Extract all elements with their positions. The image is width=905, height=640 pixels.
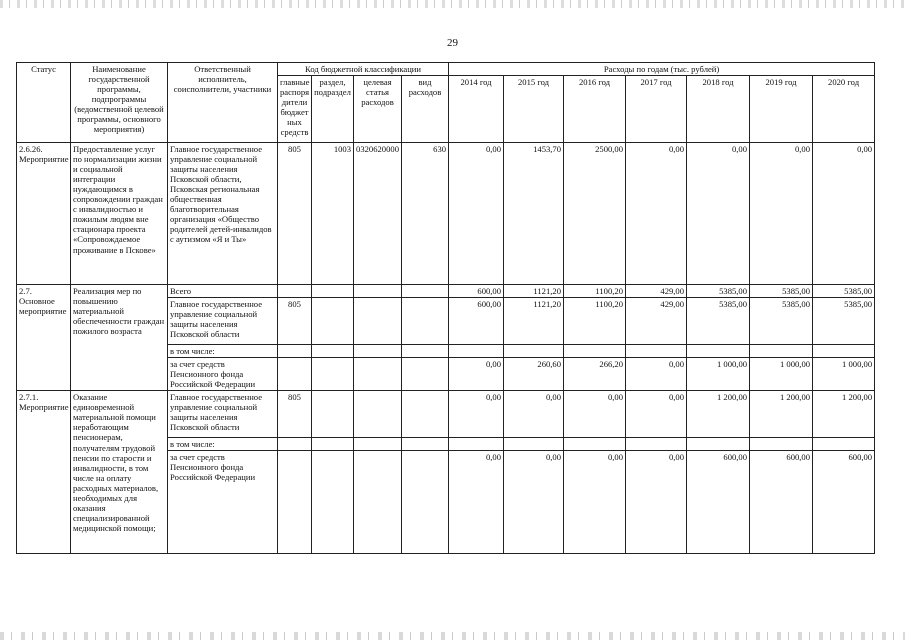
header-bk-vr: вид расходов bbox=[402, 76, 449, 143]
header-years-group: Расходы по годам (тыс. рублей) bbox=[449, 63, 875, 76]
cell-executor: Главное государственное управление социальной защиты населения Псковской области bbox=[168, 391, 278, 438]
cell-value: 5385,00 bbox=[750, 285, 813, 298]
header-bk-razdel: раздел, подраздел bbox=[312, 76, 354, 143]
header-year: 2018 год bbox=[687, 76, 750, 143]
table-row bbox=[17, 391, 875, 438]
cell-value: 5385,00 bbox=[687, 285, 750, 298]
cell-value: 0,00 bbox=[750, 143, 813, 285]
cell-value: 0,00 bbox=[626, 143, 687, 285]
cell-value: 600,00 bbox=[813, 451, 875, 554]
cell-value: 1121,20 bbox=[504, 298, 564, 345]
table-row bbox=[17, 143, 875, 285]
cell-razdel: 1003 bbox=[312, 143, 354, 285]
cell-value: 5385,00 bbox=[813, 298, 875, 345]
cell-value: 0,00 bbox=[626, 451, 687, 554]
cell-csr: 0320620000 bbox=[354, 143, 402, 285]
cell-name: Оказание единовременной материальной помощи неработающим пенсионерам, получателям трудовой пенсии по старости и инвалидности, в том числе на оплату расходных материалов, необходимых для оказания специализированной медицинской помощи; bbox=[71, 391, 168, 554]
cell-pfr-label: за счет средств Пенсионного фонда Российской Федерации bbox=[168, 358, 278, 391]
cell-value: 266,20 bbox=[564, 358, 626, 391]
cell-including-label: в том числе: bbox=[168, 438, 278, 451]
cell-value: 0,00 bbox=[504, 391, 564, 438]
cell-grbs: 805 bbox=[278, 391, 312, 438]
cell-executor: Главное государственное управление социальной защиты населения Псковской области, Псковская региональная общественная благотворительная организация «Общество родителей детей-инвалидов с аутизмом «Я и Ты» bbox=[168, 143, 278, 285]
cell-value: 1 000,00 bbox=[687, 358, 750, 391]
header-bk-grbs: главные распоря дители бюджет ных средств bbox=[278, 76, 312, 143]
cell-value: 1 200,00 bbox=[813, 391, 875, 438]
cell-value: 2500,00 bbox=[564, 143, 626, 285]
header-executor: Ответственный исполнитель, соисполнители, участники bbox=[168, 63, 278, 143]
header-bk-csr: целевая статья расходов bbox=[354, 76, 402, 143]
cell-value: 0,00 bbox=[564, 451, 626, 554]
cell-value: 260,60 bbox=[504, 358, 564, 391]
cell-value: 0,00 bbox=[449, 358, 504, 391]
header-year: 2017 год bbox=[626, 76, 687, 143]
header-year: 2020 год bbox=[813, 76, 875, 143]
cell-value: 1 200,00 bbox=[750, 391, 813, 438]
header-bk-group: Код бюджетной классификации bbox=[278, 63, 449, 76]
page-number: 29 bbox=[447, 37, 458, 49]
header-year: 2015 год bbox=[504, 76, 564, 143]
cell-value: 5385,00 bbox=[813, 285, 875, 298]
cell-value: 1453,70 bbox=[504, 143, 564, 285]
cell-value: 600,00 bbox=[750, 451, 813, 554]
cell-value: 600,00 bbox=[449, 298, 504, 345]
scan-artifact-top bbox=[0, 0, 905, 8]
table-row bbox=[17, 285, 875, 298]
header-year: 2019 год bbox=[750, 76, 813, 143]
cell-value: 0,00 bbox=[687, 143, 750, 285]
cell-status: 2.7.1. Мероприятие bbox=[17, 391, 71, 554]
cell-value: 0,00 bbox=[449, 143, 504, 285]
cell-value: 0,00 bbox=[626, 358, 687, 391]
cell-value: 429,00 bbox=[626, 285, 687, 298]
cell-executor-total: Всего bbox=[168, 285, 278, 298]
cell-value: 1 200,00 bbox=[687, 391, 750, 438]
cell-grbs: 805 bbox=[278, 143, 312, 285]
cell-name: Реализация мер по повышению материальной обеспеченности граждан пожилого возраста bbox=[71, 285, 168, 391]
cell-value: 0,00 bbox=[449, 451, 504, 554]
scan-artifact-bottom bbox=[0, 632, 905, 640]
budget-table bbox=[16, 62, 875, 554]
cell-value: 5385,00 bbox=[750, 298, 813, 345]
cell-value: 429,00 bbox=[626, 298, 687, 345]
cell-value: 1 000,00 bbox=[750, 358, 813, 391]
cell-value: 0,00 bbox=[504, 451, 564, 554]
cell-including-label: в том числе: bbox=[168, 345, 278, 358]
header-year: 2016 год bbox=[564, 76, 626, 143]
cell-value: 5385,00 bbox=[687, 298, 750, 345]
cell-value: 0,00 bbox=[449, 391, 504, 438]
cell-value: 0,00 bbox=[564, 391, 626, 438]
cell-grbs: 805 bbox=[278, 298, 312, 345]
cell-status: 2.6.26. Мероприятие bbox=[17, 143, 71, 285]
cell-name: Предоставление услуг по нормализации жизни и социальной интеграции нуждающимся в сопровождении граждан с инвалидностью и пожилым людям вне стационара проекта «Сопровождаемое проживание в Пскове» bbox=[71, 143, 168, 285]
cell-value: 1100,20 bbox=[564, 285, 626, 298]
cell-pfr-label: за счет средств Пенсионного фонда Российской Федерации bbox=[168, 451, 278, 554]
header-name: Наименование государственной программы, подпрограммы (ведомственной целевой программы, основного мероприятия) bbox=[71, 63, 168, 143]
cell-value: 0,00 bbox=[626, 391, 687, 438]
cell-executor: Главное государственное управление социальной защиты населения Псковской области bbox=[168, 298, 278, 345]
cell-status: 2.7. Основное мероприятие bbox=[17, 285, 71, 391]
cell-value: 1121,20 bbox=[504, 285, 564, 298]
cell-value: 600,00 bbox=[687, 451, 750, 554]
cell-value: 0,00 bbox=[813, 143, 875, 285]
header-year: 2014 год bbox=[449, 76, 504, 143]
cell-vr: 630 bbox=[402, 143, 449, 285]
cell-value: 1 000,00 bbox=[813, 358, 875, 391]
cell-value: 600,00 bbox=[449, 285, 504, 298]
header-status: Статус bbox=[17, 63, 71, 143]
cell-value: 1100,20 bbox=[564, 298, 626, 345]
